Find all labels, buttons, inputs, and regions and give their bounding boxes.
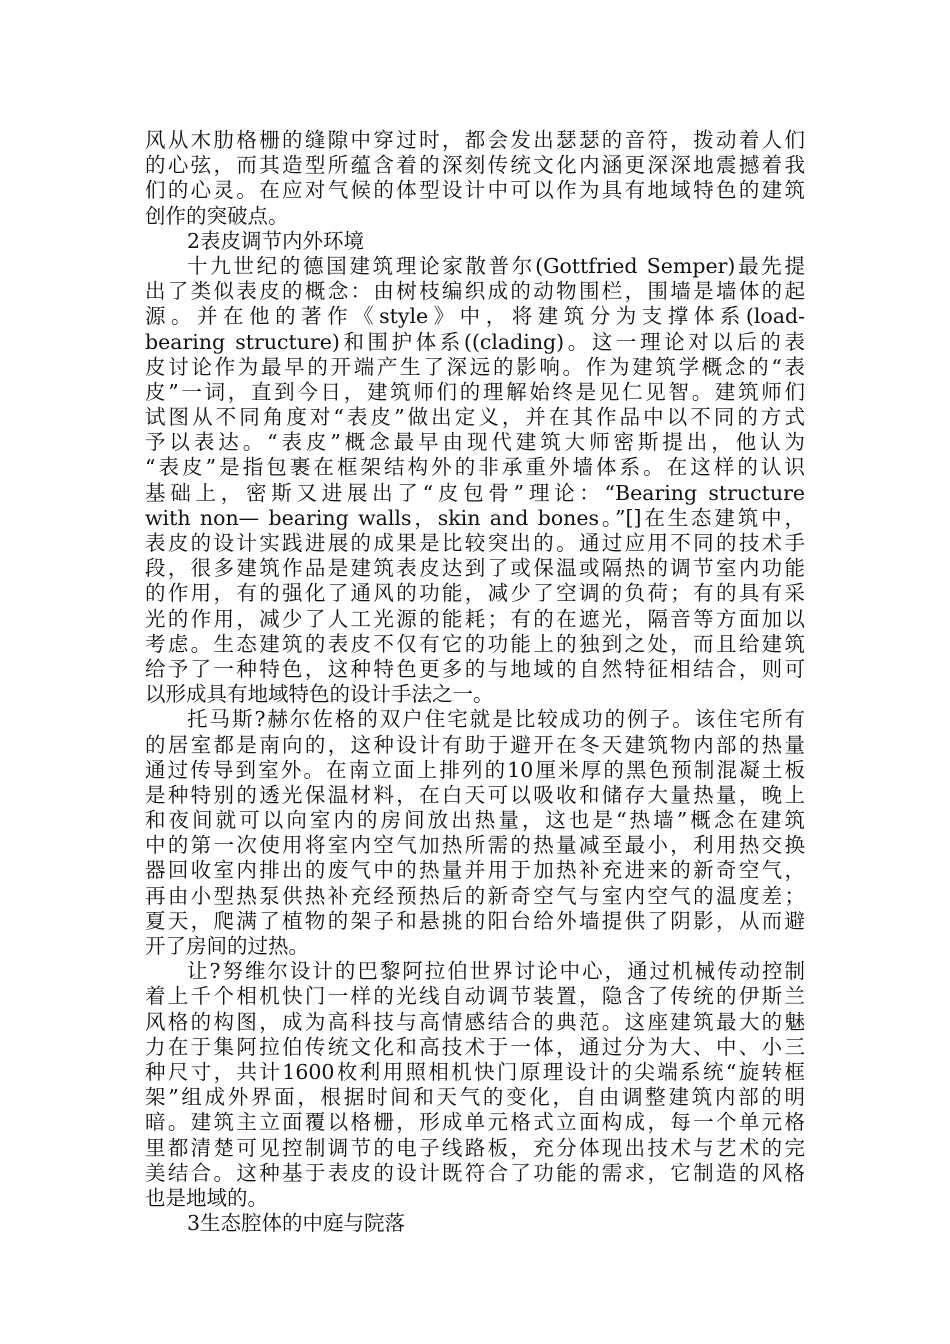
text-line: 也是地域的。 xyxy=(145,1185,268,1210)
text-line: 让?努维尔设计的巴黎阿拉伯世界讨论中心，通过机械传动控制 xyxy=(187,959,805,984)
text-line: 予以表达。“表皮”概念最早由现代建筑大师密斯提出，他认为 xyxy=(145,430,805,455)
text-line: 出了类似表皮的概念：由树枝编织成的动物围栏，围墙是墙体的起 xyxy=(145,279,805,304)
text-line: 暗。建筑主立面覆以格栅，形成单元格式立面构成，每一个单元格 xyxy=(145,1110,805,1135)
text-line: 光的作用，减少了人工光源的能耗；有的在遮光，隔音等方面加以 xyxy=(145,606,805,631)
text-line: 表皮的设计实践进展的成果是比较突出的。通过应用不同的技术手 xyxy=(145,531,805,555)
text-line: 托马斯?赫尔佐格的双户住宅就是比较成功的例子。该住宅所有 xyxy=(187,707,805,732)
text-line: 源。并在他的著作《style》中，将建筑分为支撑体系(load- xyxy=(145,304,805,329)
text-line: 十九世纪的德国建筑理论家散普尔(Gottfried Semper)最先提 xyxy=(187,253,805,278)
text-line: 风格的构图，成为高科技与高情感结合的典范。这座建筑最大的魅 xyxy=(145,1009,805,1034)
text-line: 器回收室内排出的废气中的热量并用于加热补充进来的新奇空气， xyxy=(145,858,805,883)
text-line: 给予了一种特色，这种特色更多的与地域的自然特征相结合，则可 xyxy=(145,656,805,681)
text-line: 和夜间就可以向室内的房间放出热量，这也是“热墙”概念在建筑 xyxy=(145,808,805,833)
text-line: 风从木肋格栅的缝隙中穿过时，都会发出瑟瑟的音符，拨动着人们 xyxy=(145,128,805,152)
text-line: 架”组成外界面，根据时间和天气的变化，自由调整建筑内部的明 xyxy=(145,1085,805,1110)
text-line: 的心弦，而其造型所蕴含着的深刻传统文化内涵更深深地震撼着我 xyxy=(145,153,805,178)
text-line: “表皮”是指包裹在框架结构外的非承重外墙体系。在这样的认识 xyxy=(145,455,805,480)
section-heading xyxy=(145,1211,805,1236)
text-line: 通过传导到室外。在南立面上排列的10厘米厚的黑色预制混凝土板 xyxy=(145,757,805,782)
text-line: 的作用，有的强化了通风的功能，减少了空调的负荷；有的具有采 xyxy=(145,581,805,606)
section-heading xyxy=(145,229,805,254)
text-line: 们的心灵。在应对气候的体型设计中可以作为具有地域特色的建筑 xyxy=(145,178,805,203)
text-line: 美结合。这种基于表皮的设计既符合了功能的需求，它制造的风格 xyxy=(145,1160,805,1185)
text-line: 基础上，密斯又进展出了“皮包骨”理论：“Bearing structure xyxy=(145,480,805,505)
text-line: 夏天，爬满了植物的架子和悬挑的阳台给外墙提供了阴影，从而避 xyxy=(145,908,805,933)
text-line: 皮”一词，直到今日，建筑师们的理解始终是见仁见智。建筑师们 xyxy=(145,379,805,404)
text-line: 力在于集阿拉伯传统文化和高技术于一体，通过分为大、中、小三 xyxy=(145,1034,805,1059)
text-line: 开了房间的过热。 xyxy=(145,934,309,958)
heading-text: 2表皮调节内外环境 xyxy=(187,228,365,253)
text-line: 着上千个相机快门一样的光线自动调节装置，隐含了传统的伊斯兰 xyxy=(145,984,805,1009)
text-line: 试图从不同角度对“表皮”做出定义，并在其作品中以不同的方式 xyxy=(145,405,805,430)
paragraph xyxy=(145,707,805,959)
text-line: 段，很多建筑作品是建筑表皮达到了或保温或隔热的调节室内功能 xyxy=(145,556,805,581)
text-line: bearing structure)和围护体系((clading)。这一理论对以后的表 xyxy=(145,329,805,354)
text-line: 皮讨论作为最早的开端产生了深远的影响。作为建筑学概念的“表 xyxy=(145,354,805,379)
text-line: 以形成具有地域特色的设计手法之一。 xyxy=(145,682,494,707)
paragraph xyxy=(145,254,805,707)
text-line: 再由小型热泵供热补充经预热后的新奇空气与室内空气的温度差； xyxy=(145,883,805,908)
text-line: 里都清楚可见控制调节的电子线路板，充分体现出技术与艺术的完 xyxy=(145,1135,805,1160)
text-line: 考虑。生态建筑的表皮不仅有它的功能上的独到之处，而且给建筑 xyxy=(145,631,805,656)
text-line: 种尺寸，共计1600枚利用照相机快门原理设计的尖端系统“旋转框 xyxy=(145,1059,805,1084)
text-line: with non— bearing walls，skin and bones。”[]在生态建筑中， xyxy=(145,505,805,530)
document-page xyxy=(145,128,805,1236)
paragraph xyxy=(145,959,805,1211)
text-line: 的居室都是南向的，这种设计有助于避开在冬天建筑物内部的热量 xyxy=(145,732,805,757)
text-line: 中的第一次使用将室内空气加热所需的热量减至最小，利用热交换 xyxy=(145,833,805,858)
heading-text: 3生态腔体的中庭与院落 xyxy=(187,1211,406,1236)
text-line: 创作的突破点。 xyxy=(145,203,289,228)
text-line: 是种特别的透光保温材料，在白天可以吸收和储存大量热量，晚上 xyxy=(145,782,805,807)
paragraph xyxy=(145,128,805,229)
